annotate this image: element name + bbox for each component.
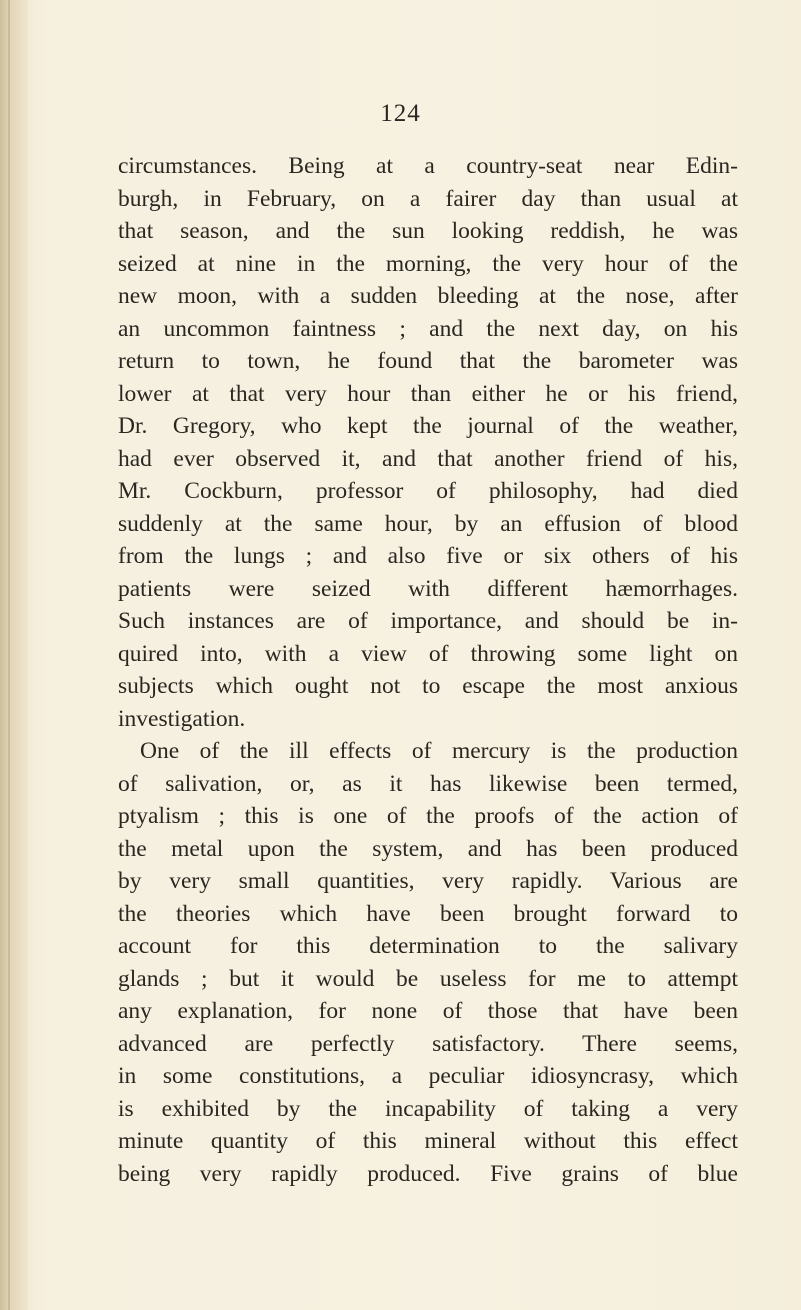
page-binding-edge	[0, 0, 28, 1310]
text-line: is exhibited by the incapability of taking a very	[118, 1095, 738, 1122]
text-line: patients were seized with different hæmorrhages.	[118, 575, 738, 602]
binding-shadow-line	[8, 0, 10, 1310]
text-line: any explanation, for none of those that have been	[118, 998, 738, 1024]
text-line: suddenly at the same hour, by an effusion of blood	[118, 510, 738, 537]
text-line: Such instances are of importance, and should be in-	[118, 608, 738, 634]
text-line: Dr. Gregory, who kept the journal of the weather,	[118, 413, 738, 439]
text-line: account for this determination to the salivary	[118, 933, 738, 959]
paragraph-end-line: investigation.	[118, 705, 246, 732]
text-line: Mr. Cockburn, professor of philosophy, had died	[118, 478, 738, 504]
page-number: 124	[380, 100, 421, 127]
text-line: from the lungs ; and also five or six others of his	[118, 543, 738, 569]
text-line: glands ; but it would be useless for me to attempt	[118, 965, 738, 992]
body-text	[118, 150, 738, 1190]
text-line: the theories which have been brought forward to	[118, 900, 738, 927]
text-line: seized at nine in the morning, the very hour of the	[118, 250, 738, 277]
text-line: ptyalism ; this is one of the proofs of the action of	[118, 803, 738, 829]
text-line: circumstances. Being at a country-seat near Edin-	[118, 153, 738, 179]
text-line: by very small quantities, very rapidly. Various are	[118, 868, 738, 894]
text-line: return to town, he found that the barometer was	[118, 348, 738, 374]
text-line: advanced are perfectly satisfactory. There seems,	[118, 1030, 738, 1057]
text-line: the metal upon the system, and has been produced	[118, 835, 738, 862]
text-line: minute quantity of this mineral without this effect	[118, 1128, 738, 1154]
text-line: an uncommon faintness ; and the next day, on his	[118, 315, 738, 342]
text-line: subjects which ought not to escape the most anxious	[118, 673, 738, 699]
paragraph-start-line: One of the ill effects of mercury is the production	[140, 738, 738, 764]
text-line: being very rapidly produced. Five grains of blue	[118, 1160, 738, 1187]
text-line: of salivation, or, as it has likewise been termed,	[118, 770, 738, 797]
text-line: new moon, with a sudden bleeding at the nose, after	[118, 283, 738, 309]
text-line: lower at that very hour than either he or his friend,	[118, 380, 738, 407]
text-line: that season, and the sun looking reddish, he was	[118, 218, 738, 244]
text-line: burgh, in February, on a fairer day than usual at	[118, 185, 738, 212]
text-line: in some constitutions, a peculiar idiosyncrasy, which	[118, 1063, 738, 1089]
text-line: quired into, with a view of throwing some light on	[118, 640, 738, 667]
text-line: had ever observed it, and that another friend of his,	[118, 445, 738, 472]
